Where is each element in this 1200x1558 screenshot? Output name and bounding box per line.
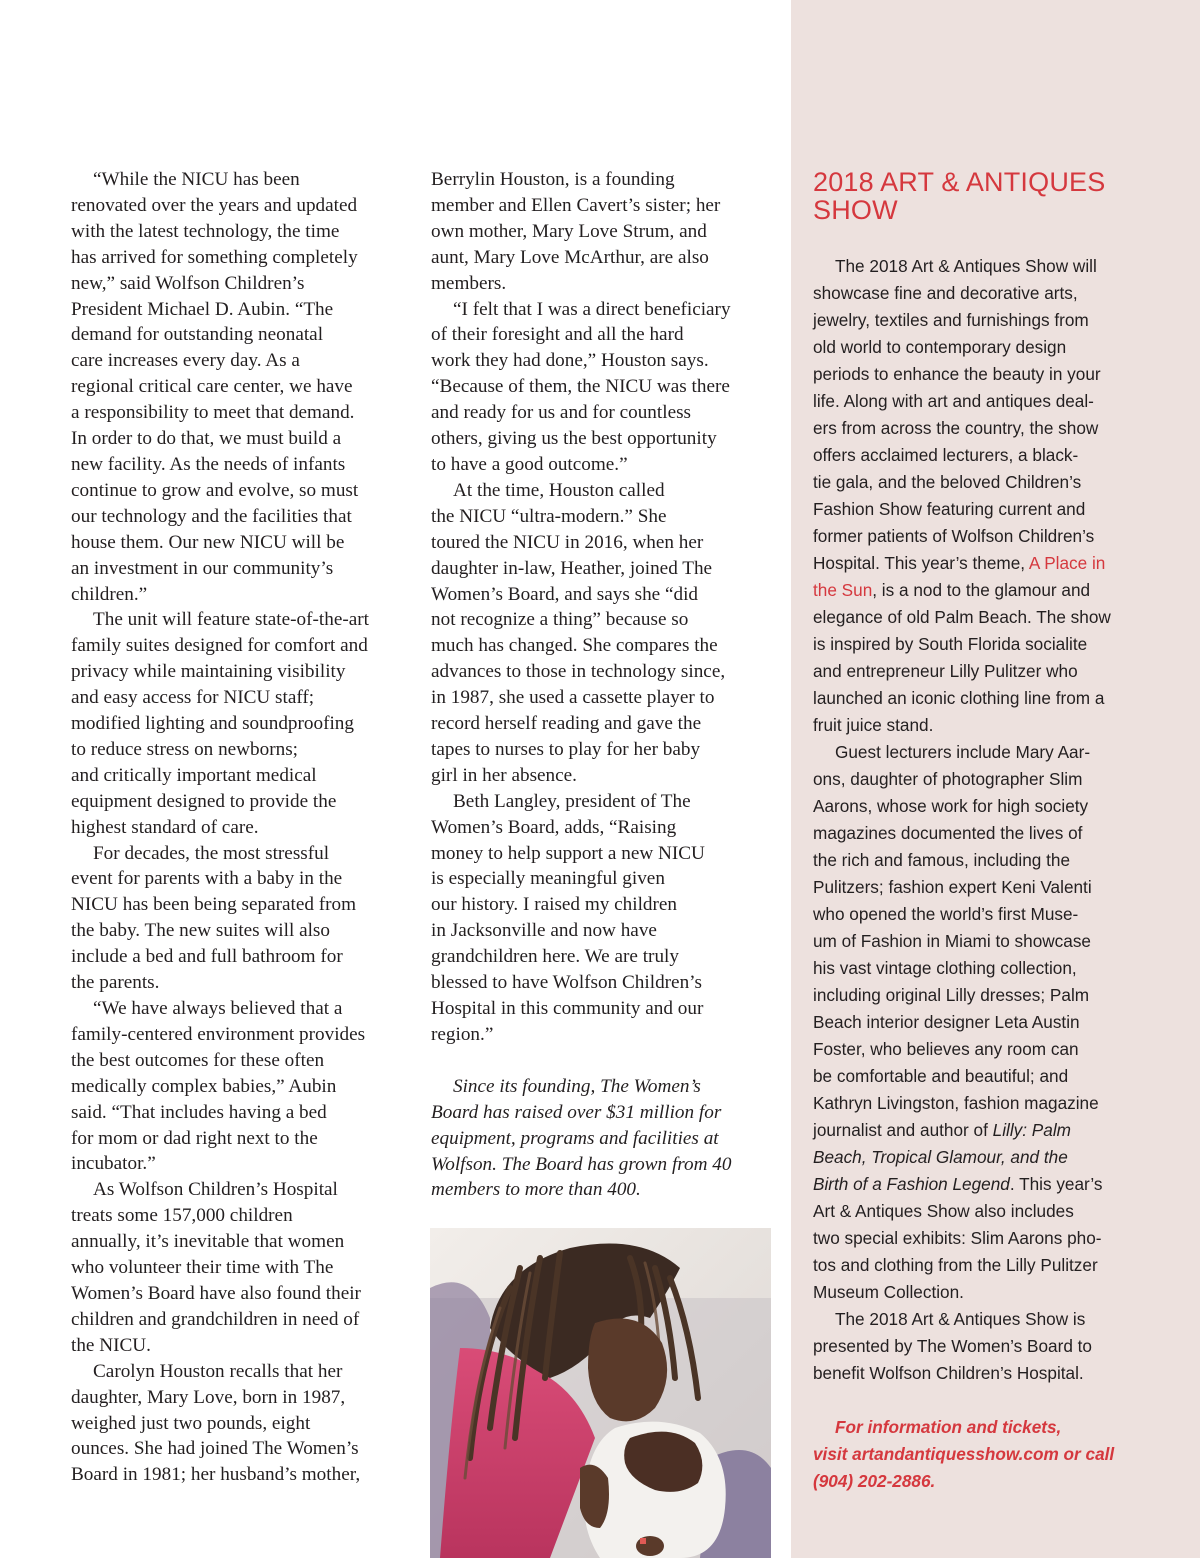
sidebar-text: The 2018 Art & Antiques Show will showcase fine and decorative arts, jewelry, textiles and furnishings from old world to contemporary design periods to enhance the beauty in your life. Along with art and antiques deal- ers from across the country, the show offers acclaimed lecturers, a black- tie gala, and the beloved Children’s Fashion Show featuring current and former patients of Wolfson Children’s Hospital. This year’s theme,: [813, 256, 1101, 573]
article-paragraph: “I felt that I was a direct beneficiary of their foresight and all the hard work they had done,” Houston says. “Because of them, the NICU was there and ready for us and for countless others, giving us the best opportunity to have a good outcome.”: [431, 298, 731, 475]
article-paragraph: At the time, Houston called the NICU “ultra-modern.” She toured the NICU in 2016, when her daughter in-law, Heather, joined The Women’s Board, and says she “did not recognize a thing” because so much has changed. She compares the advances to those in technology since, in 1987, she used a cassette player to record herself reading and gave the tapes to nurses to play for her baby girl in her absence.: [431, 479, 726, 786]
sidebar-text: Guest lecturers include Mary Aar- ons, daughter of photographer Slim Aarons, whose work for high society magazines documented the lives of the rich and famous, including the Pulitzers; fashion expert Keni Valenti who opened the world’s first Muse- um of Fashion in Miami to showcase his vast vintage clothing collection, including original Lilly dresses; Palm Beach interior designer Leta Austin Foster, who believes any room can be comfortable and beautiful; and Kathryn Livingston, fashion magazine journalist and author of: [813, 742, 1099, 1140]
article-paragraph: As Wolfson Children’s Hospital treats some 157,000 children annually, it’s inevitable that women who volunteer their time with The Women’s Board have also found their children and grandchildren in need of the NICU.: [71, 1179, 361, 1356]
sidebar-title: 2018 ART & ANTIQUES SHOW: [813, 167, 1106, 225]
book-title: Lilly: Palm Beach, Tropical Glamour, and the Birth of a Fashion Legend: [813, 1120, 1071, 1194]
middle-article-column: [431, 167, 771, 1203]
sidebar-paragraph: [813, 739, 1135, 1306]
article-paragraph: For decades, the most stressful event for parents with a baby in the NICU has been being separated from the baby. The new suites will also include a bed and full bathroom for the parents.: [71, 842, 357, 994]
article-paragraph: Berrylin Houston, is a founding member and Ellen Cavert’s sister; her own mother, Mary Love Strum, and aunt, Mary Love McArthur, are also members.: [431, 169, 721, 294]
italic-note: Since its founding, The Women’s Board has raised over $31 million for equipment, programs and facilities at Wolfson. The Board has grown from 40 members to more than 400.: [431, 1075, 732, 1201]
sidebar-text: . This year’s Art & Antiques Show also includes two special exhibits: Slim Aarons pho- tos and clothing from the Lilly Pulitzer Museum Collection.: [813, 1174, 1103, 1302]
left-article-column: [71, 167, 411, 1488]
sidebar-paragraph: The 2018 Art & Antiques Show is presented by The Women’s Board to benefit Wolfson Children’s Hospital.: [813, 1309, 1092, 1383]
event-sidebar: [791, 0, 1200, 1558]
ticket-info: For information and tickets, visit artandantiquesshow.com or call (904) 202-2886.: [813, 1417, 1115, 1491]
article-paragraph: “We have always believed that a family-centered environment provides the best outcomes for these often medically complex babies,” Aubin said. “That includes having a bed for mom or dad right next to the incubator.”: [71, 998, 366, 1175]
article-paragraph: Carolyn Houston recalls that her daughter, Mary Love, born in 1987, weighed just two pounds, eight ounces. She had joined The Women’s Board in 1981; her husband’s mother,: [71, 1360, 361, 1486]
article-paragraph: Beth Langley, president of The Women’s Board, adds, “Raising money to help support a new NICU is especially meaningful given our history. I raised my children in Jacksonville and now have grandchildren here. We are truly blessed to have Wolfson Children’s Hospital in this community and our region.”: [431, 790, 705, 1045]
article-paragraph: The unit will feature state-of-the-art family suites designed for comfort and privacy while maintaining visibility and easy access for NICU staff; modified lighting and soundproofing to reduce stress on newborns; and critically important medical equipment designed to provide the highest standard of care.: [71, 609, 369, 838]
sidebar-text: , is a nod to the glamour and elegance of old Palm Beach. The show is inspired by South Florida socialite and entrepreneur Lilly Pulitzer who launched an iconic clothing line from a fruit juice stand.: [813, 580, 1111, 735]
article-paragraph: “While the NICU has been renovated over the years and updated with the latest technology, the time has arrived for something completely new,” said Wolfson Children’s President Michael D. Aubin. “The demand for outstanding neonatal care increases every day. As a regional critical care center, we have a responsibility to meet that demand. In order to do that, we must build a new facility. As the needs of infants continue to grow and evolve, so must our technology and the facilities that house them. Our new NICU will be an investment in our community’s children.”: [71, 169, 359, 605]
sidebar-body: [813, 253, 1135, 1495]
sidebar-paragraph: [813, 253, 1135, 739]
show-theme: A Place in the Sun: [813, 553, 1106, 600]
mother-baby-photo: [430, 1228, 771, 1558]
